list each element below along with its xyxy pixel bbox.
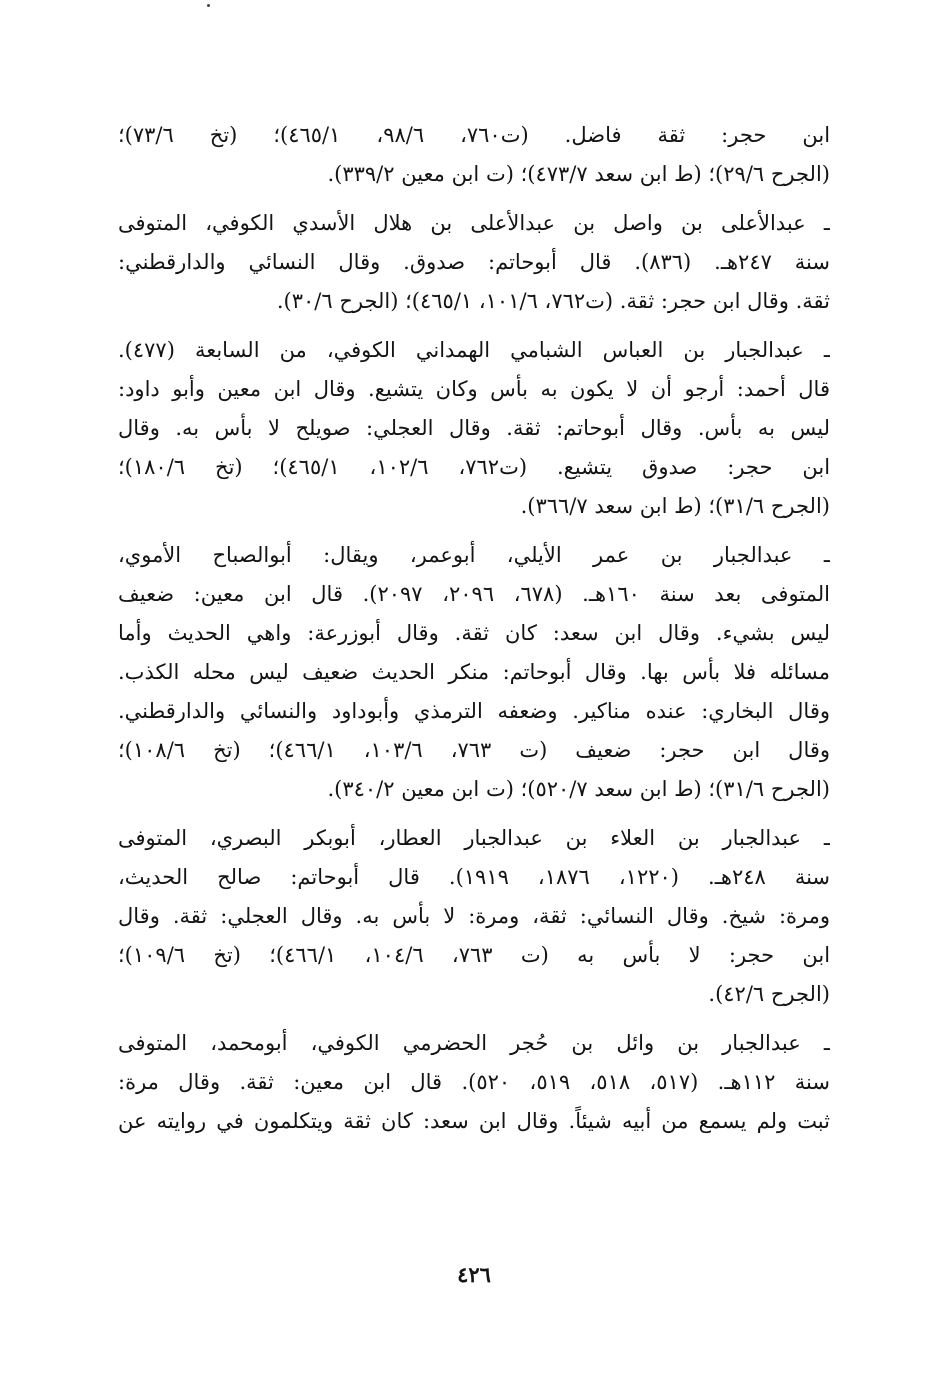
text-line: سنة ١١٢هـ. (٥١٧، ٥١٨، ٥١٩، ٥٢٠). قال ابن معين: ثقة. وقال مرة: <box>118 1070 830 1094</box>
text-line: ابن حجر: صدوق يتشيع. (ت٧٦٢، ١٠٢/٦، ٤٦٥/١)؛ (تخ ١٨٠/٦)؛ <box>118 455 830 479</box>
entry-paragraph <box>118 536 830 809</box>
text-line: ومرة: شيخ. وقال النسائي: ثقة، ومرة: لا بأس به. وقال العجلي: ثقة. وقال <box>118 904 830 928</box>
text-line: (الجرح ٢٩/٦)؛ (ط ابن سعد ٤٧٣/٧)؛ (ت ابن معين ٣٣٩/٢). <box>327 162 830 186</box>
entry-paragraph <box>118 819 830 1014</box>
text-line: (الجرح ٤٢/٦). <box>708 982 830 1006</box>
text-line: قال أحمد: أرجو أن لا يكون به بأس وكان يتشيع. وقال ابن معين وأبو داود: <box>118 377 830 401</box>
text-line: ـ عبدالأعلى بن واصل بن عبدالأعلى بن هلال الأسدي الكوفي، المتوفى <box>118 211 830 235</box>
text-line: ـ عبدالجبار بن العباس الشبامي الهمداني الكوفي، من السابعة (٤٧٧). <box>118 338 830 362</box>
entry-paragraph <box>118 331 830 526</box>
text-line: (الجرح ٣١/٦)؛ (ط ابن سعد ٥٢٠/٧)؛ (ت ابن معين ٣٤٠/٢). <box>327 777 830 801</box>
page-body <box>118 116 830 1151</box>
text-line: ابن حجر: لا بأس به (ت ٧٦٣، ١٠٤/٦، ٤٦٦/١)؛ (تخ ١٠٩/٦)؛ <box>118 943 830 967</box>
entry-paragraph <box>118 204 830 321</box>
scan-speck <box>207 4 210 7</box>
text-line: المتوفى بعد سنة ١٦٠هـ. (٦٧٨، ٢٠٩٦، ٢٠٩٧). قال ابن معين: ضعيف <box>118 582 830 606</box>
text-line: وقال البخاري: عنده مناكير. وضعفه الترمذي وأبوداود والنسائي والدارقطني. <box>118 699 830 723</box>
text-line: ليس به بأس. وقال أبوحاتم: ثقة. وقال العجلي: صويلح لا بأس به. وقال <box>118 416 830 440</box>
text-line: ـ عبدالجبار بن عمر الأيلي، أبوعمر، ويقال: أبوالصباح الأموي، <box>118 543 830 567</box>
text-line: سنة ٢٤٧هـ. (٨٣٦). قال أبوحاتم: صدوق. وقال النسائي والدارقطني: <box>118 250 830 274</box>
text-line: ليس بشيء. وقال ابن سعد: كان ثقة. وقال أبوزرعة: واهي الحديث وأما <box>118 621 830 645</box>
text-line: سنة ٢٤٨هـ. (١٢٢٠، ١٨٧٦، ١٩١٩). قال أبوحاتم: صالح الحديث، <box>118 865 830 889</box>
entry-paragraph <box>118 116 830 194</box>
text-line: ـ عبدالجبار بن العلاء بن عبدالجبار العطار، أبوبكر البصري، المتوفى <box>118 826 830 850</box>
text-line: ثبت ولم يسمع من أبيه شيئاً. وقال ابن سعد: كان ثقة ويتكلمون في روايته عن <box>118 1109 830 1133</box>
text-line: ـ عبدالجبار بن وائل بن حُجر الحضرمي الكوفي، أبومحمد، المتوفى <box>118 1031 830 1055</box>
text-line: مسائله فلا بأس بها. وقال أبوحاتم: منكر الحديث ضعيف ليس محله الكذب. <box>118 660 830 684</box>
entry-paragraph <box>118 1024 830 1141</box>
text-line: ثقة. وقال ابن حجر: ثقة. (ت٧٦٢، ١٠١/٦، ٤٦٥/١)؛ (الجرح ٣٠/٦). <box>276 289 830 313</box>
text-line: ابن حجر: ثقة فاضل. (ت٧٦٠، ٩٨/٦، ٤٦٥/١)؛ (تخ ٧٣/٦)؛ <box>118 123 830 147</box>
text-line: وقال ابن حجر: ضعيف (ت ٧٦٣، ١٠٣/٦، ٤٦٦/١)؛ (تخ ١٠٨/٦)؛ <box>118 738 830 762</box>
page-number: ٤٢٦ <box>457 1262 491 1287</box>
text-line: (الجرح ٣١/٦)؛ (ط ابن سعد ٣٦٦/٧). <box>520 494 830 518</box>
